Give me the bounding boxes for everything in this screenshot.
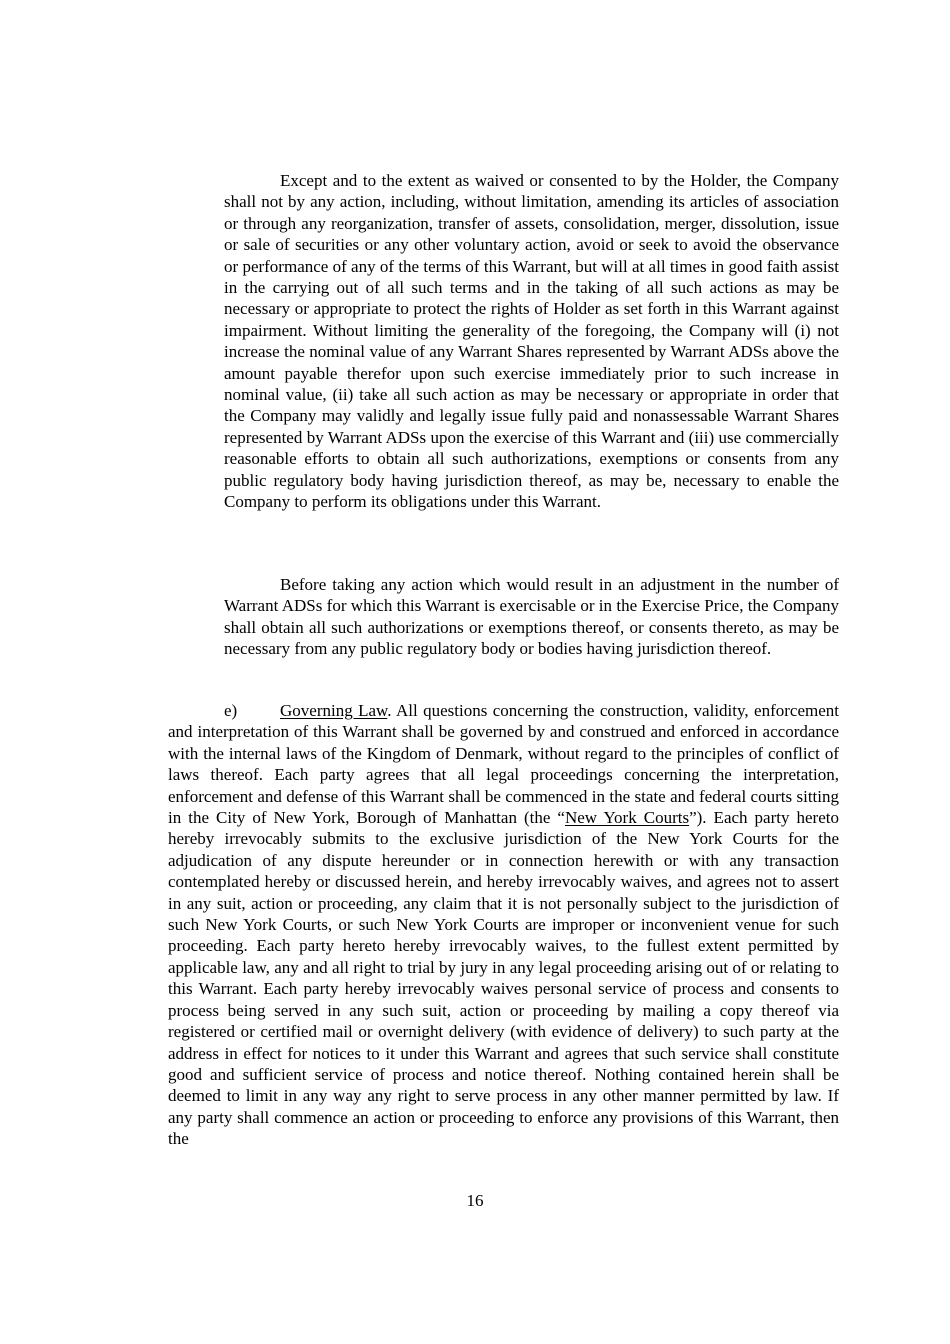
paragraph-no-circumvention: Except and to the extent as waived or consented to by the Holder, the Company shall not by any action, including, without limitation, amending its articles of association or through any reorganization, transfer of assets, consolidation, merger, dissolution, issue or sale of securities or any other voluntary action, avoid or seek to avoid the observance or performance of any of the terms of this Warrant, but will at all times in good faith assist in the carrying out of all such terms and in the taking of all such actions as may be necessary or appropriate to protect the rights of Holder as set forth in this Warrant against impairment. Without limiting the generality of the foregoing, the Company will (i) not increase the nominal value of any Warrant Shares represented by Warrant ADSs above the amount payable therefor upon such exercise immediately prior to such increase in nominal value, (ii) take all such action as may be necessary or appropriate in order that the Company may validly and legally issue fully paid and nonassessable Warrant Shares represented by Warrant ADSs upon the exercise of this Warrant and (iii) use commercially reasonable efforts to obtain all such authorizations, exemptions or consents from any public regulatory body having jurisdiction thereof, as may be, necessary to enable the Company to perform its obligations under this Warrant. bbox=[224, 171, 839, 512]
paragraph-regulatory-authorizations: Before taking any action which would result in an adjustment in the number of Warrant ADSs for which this Warrant is exercisable or in the Exercise Price, the Company shall obtain all such authorizations or exemptions thereof, or consents thereto, as may be necessary from any public regulatory body or bodies having jurisdiction thereof. bbox=[224, 575, 839, 659]
section-text-part-1: . All questions concerning the construction, validity, enforcement and interpretation of this Warrant shall be governed by and construed and enforced in accordance with the internal laws of the Kingdom of Denmark, without regard to the principles of conflict of laws thereof. Each party agrees that all legal proceedings concerning the interpretation, enforcement and defense of this Warrant shall be commenced in the state and federal courts sitting in the City of New York, Borough of Manhattan (the “ bbox=[168, 701, 840, 828]
section-label: e) bbox=[224, 701, 238, 720]
section-text-part-2: ”). Each party hereto hereby irrevocably submits to the exclusive jurisdiction of the New York Courts for the adjudication of any dispute hereunder or in connection herewith or with any transaction contemplated hereby or discussed herein, and hereby irrevocably waives, and agrees not to assert in any suit, action or proceeding, any claim that it is not personally subject to the jurisdiction of such New York Courts, or such New York Courts are improper or inconvenient venue for such proceeding. Each party hereto hereby irrevocably waives, to the fullest extent permitted by applicable law, any and all right to trial by jury in any legal proceeding arising out of or relating to this Warrant. Each party hereby irrevocably waives personal service of process and consents to process being served in any such suit, action or proceeding by mailing a copy thereof via registered or certified mail or overnight delivery (with evidence of delivery) to such party at the address in effect for notices to it under this Warrant and agrees that such service shall constitute good and sufficient service of process and notice thereof. Nothing contained herein shall be deemed to limit in any way any right to serve process in any other manner permitted by law. If any party shall commence an action or proceeding to enforce any provisions of this Warrant, then the bbox=[168, 808, 839, 1149]
paragraph-governing-law bbox=[168, 700, 839, 1150]
section-heading: Governing Law bbox=[280, 701, 388, 720]
page-number: 16 bbox=[466, 1191, 484, 1210]
defined-term-new-york-courts: New York Courts bbox=[564, 808, 690, 828]
